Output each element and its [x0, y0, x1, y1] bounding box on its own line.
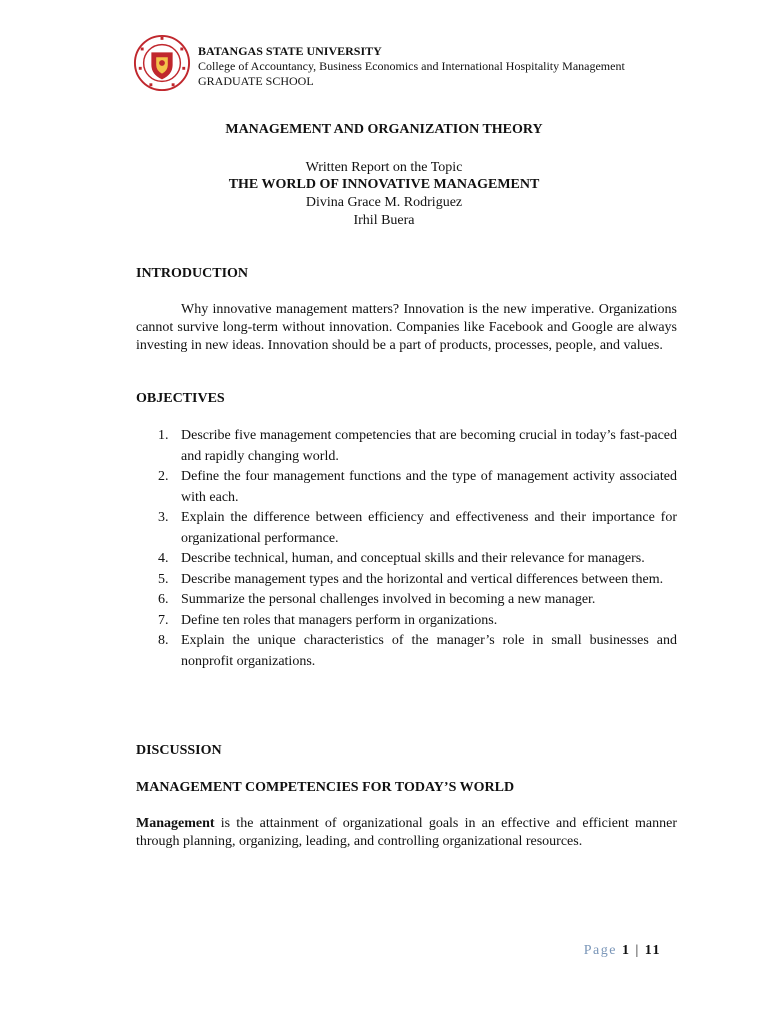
list-number: 1. [158, 428, 169, 443]
page-separator: | [630, 943, 645, 958]
list-item-text: Define ten roles that managers perform in organizations. [181, 612, 498, 628]
list-number: 3. [158, 510, 169, 525]
letterhead [133, 34, 693, 94]
university-name: BATANGAS STATE UNIVERSITY [198, 44, 382, 58]
list-item [136, 508, 677, 549]
list-item-text: Define the four management functions and the type of management activity associated with each. [181, 469, 677, 505]
list-item [136, 549, 677, 570]
section-heading: MANAGEMENT COMPETENCIES FOR TODAY’S WORLD [136, 780, 515, 795]
introduction-paragraph: Why innovative management matters? Innovation is the new imperative. Organizations cannot survive long-term without innovation. Companies like Facebook and Google are always investing in new ideas. Innovation should be a part of products, processes, people, and values. [136, 302, 677, 353]
objectives-list [136, 426, 677, 672]
page-footer [584, 943, 661, 959]
list-item [136, 590, 677, 611]
college-name: College of Accountancy, Business Economics and International Hospitality Management [198, 59, 625, 73]
definition-paragraph [136, 815, 677, 851]
list-item-text: Describe technical, human, and conceptual skills and their relevance for managers. [181, 551, 645, 566]
topic-title: THE WORLD OF INNOVATIVE MANAGEMENT [228, 177, 540, 192]
list-item [136, 467, 677, 508]
list-number: 5. [158, 571, 169, 587]
list-number: 2. [158, 469, 169, 484]
list-item [136, 631, 677, 672]
report-type: Written Report on the Topic [305, 160, 463, 175]
university-seal-icon [133, 34, 191, 92]
introduction-heading: INTRODUCTION [136, 266, 249, 281]
list-item-text: Describe five management competencies that are becoming crucial in today’s fast-paced and rapidly changing world. [181, 428, 677, 464]
objectives-heading: OBJECTIVES [136, 391, 225, 406]
list-item-text: Explain the unique characteristics of the manager’s role in small businesses and nonprofit organizations. [181, 633, 677, 669]
page-total: 11 [644, 943, 661, 958]
list-number: 7. [158, 612, 169, 628]
list-item-text: Explain the difference between efficiency and effectiveness and their importance for organizational performance. [181, 510, 677, 546]
list-item-text: Summarize the personal challenges involved in becoming a new manager. [181, 592, 596, 607]
list-item [136, 426, 677, 467]
page-label: Page [583, 943, 617, 958]
list-number: 4. [158, 551, 169, 566]
letterhead-text [198, 44, 718, 89]
course-title: MANAGEMENT AND ORGANIZATION THEORY [225, 122, 543, 137]
page-current: 1 [621, 943, 631, 958]
school-name: GRADUATE SCHOOL [198, 74, 314, 88]
list-number: 8. [158, 633, 169, 648]
author-name: Irhil Buera [353, 213, 415, 228]
list-item-text: Describe management types and the horizontal and vertical differences between them. [181, 571, 664, 587]
list-number: 6. [158, 592, 169, 607]
defined-term: Management [136, 816, 215, 831]
list-item [136, 570, 677, 591]
list-item [136, 611, 677, 632]
objectives-list-container [136, 426, 677, 672]
author-name: Divina Grace M. Rodriguez [305, 195, 463, 210]
definition-text: is the attainment of organizational goals in an effective and efficient manner through planning, organizing, leading, and controlling organizational resources. [136, 816, 677, 849]
discussion-heading: DISCUSSION [136, 743, 222, 758]
